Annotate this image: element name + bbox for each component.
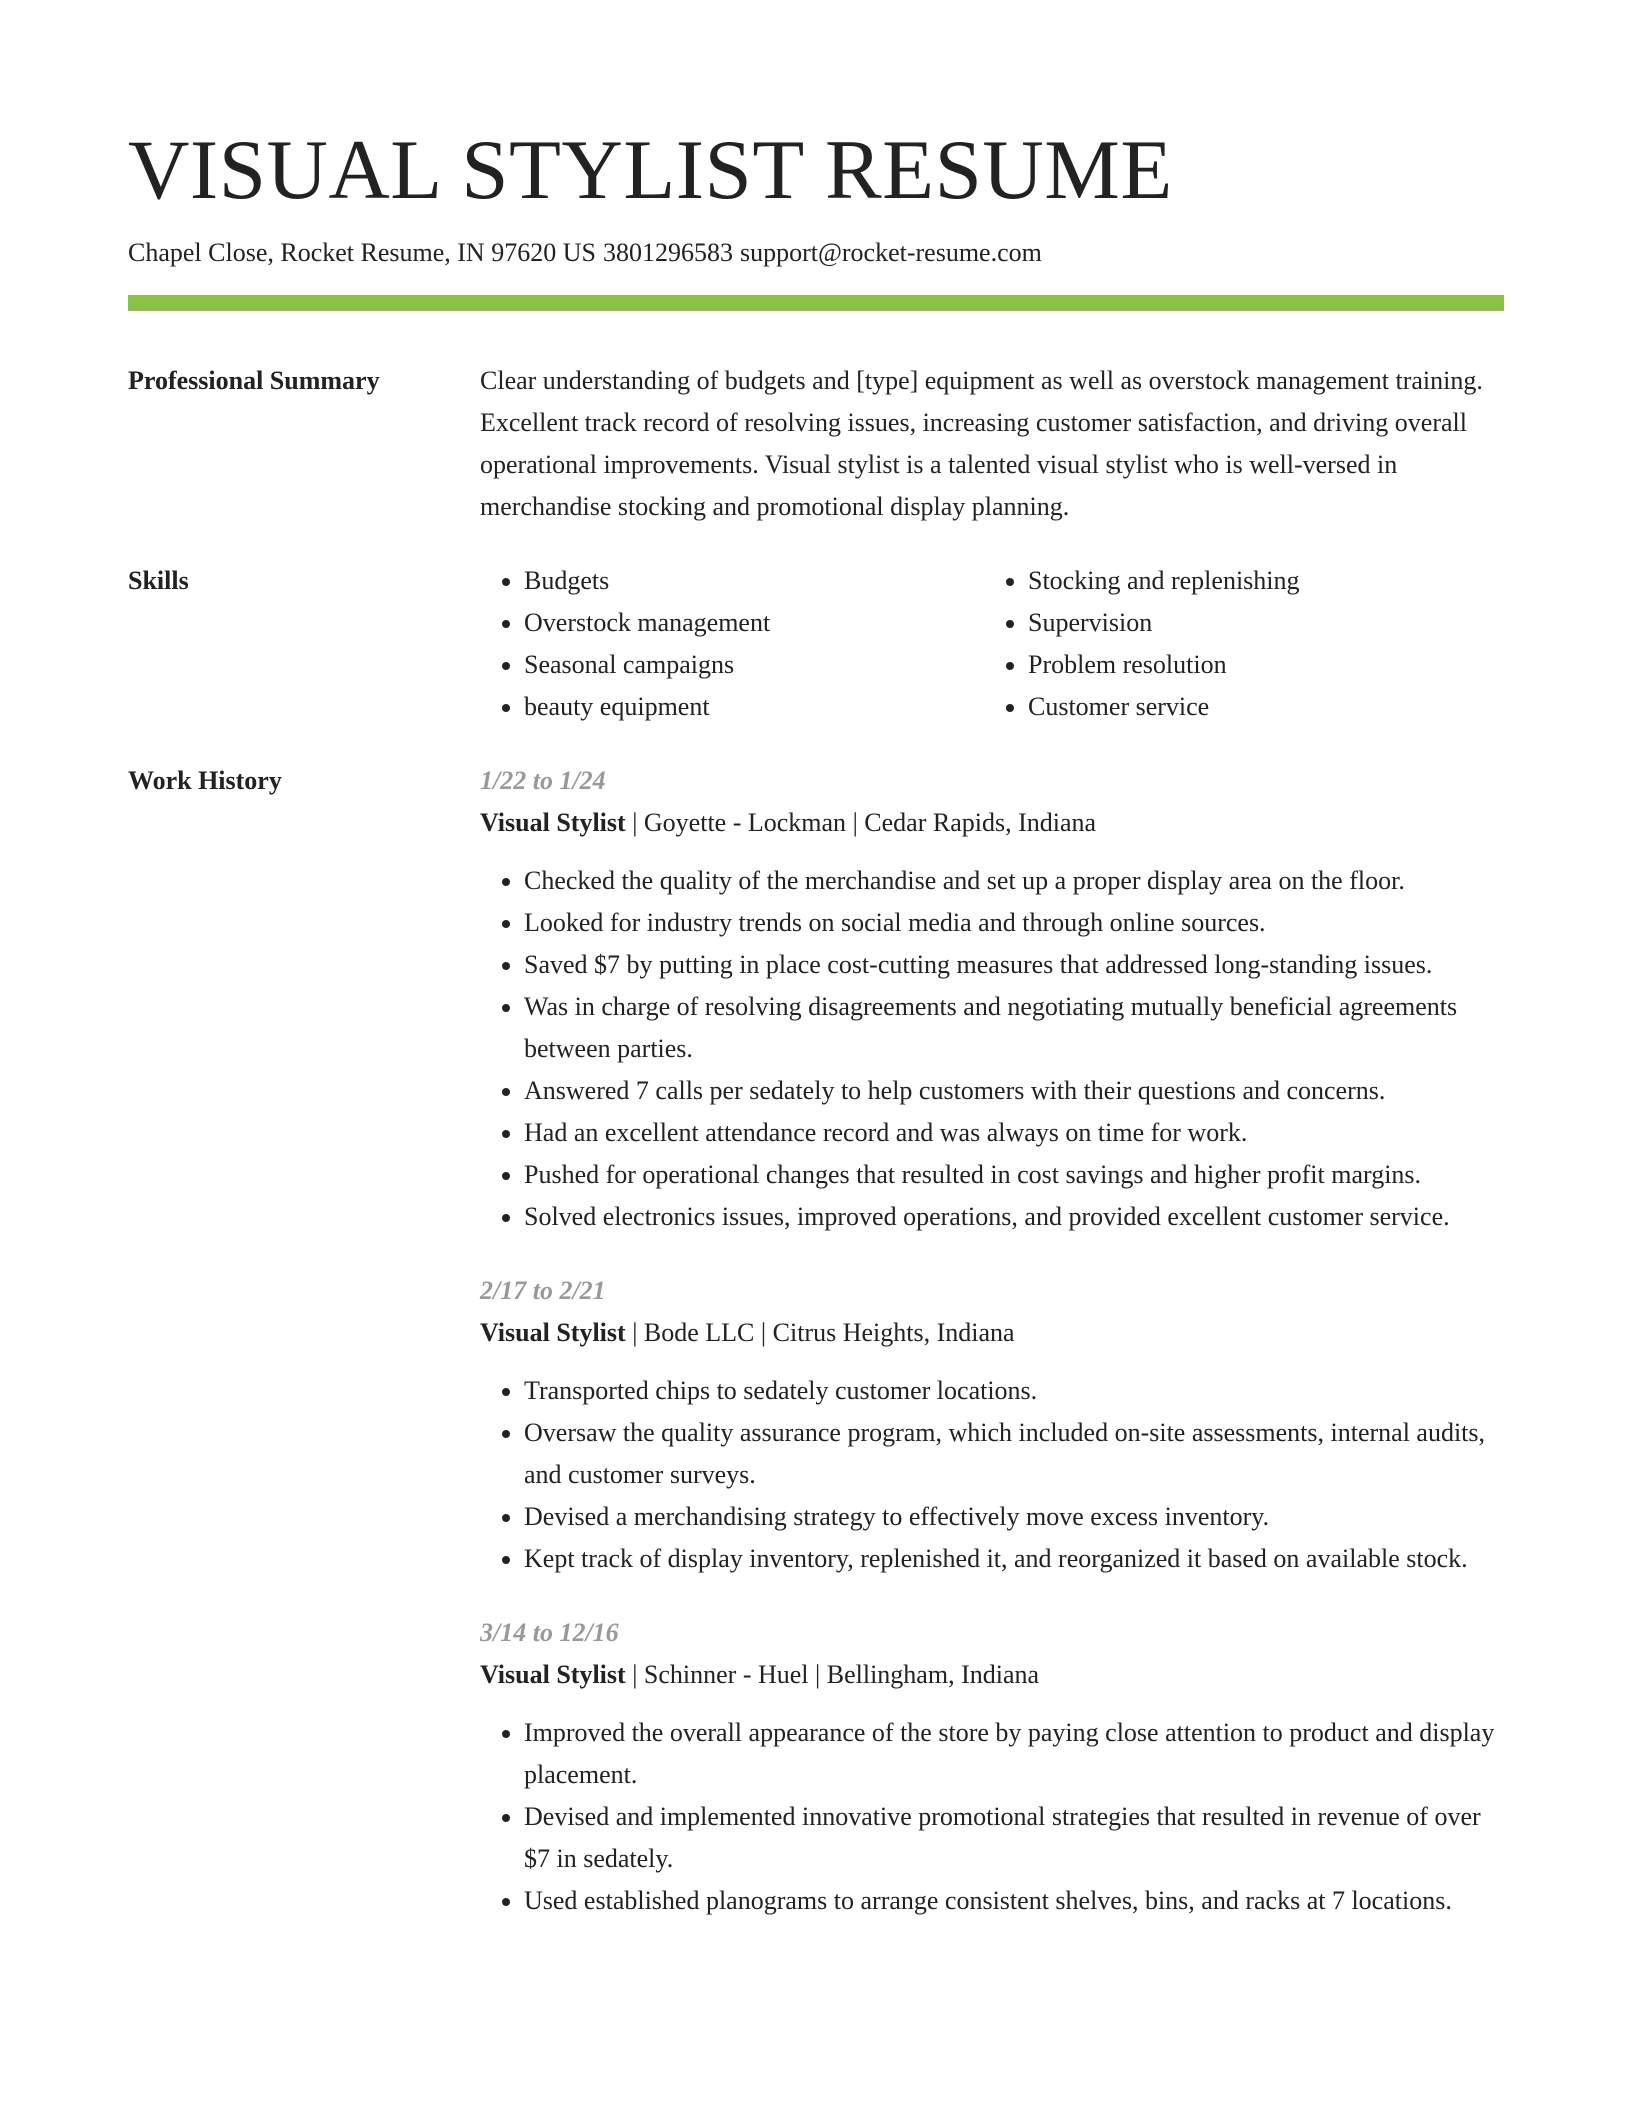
- job-bullet: • Devised a merchandising strategy to effectively move excess inventory.: [524, 1496, 1504, 1538]
- skill-item: • Seasonal campaigns: [524, 644, 984, 686]
- section-label-summary: Professional Summary: [128, 366, 380, 395]
- job-bullet: • Saved $7 by putting in place cost-cutting measures that addressed long-standing issues.: [524, 944, 1504, 986]
- job-bullet: • Transported chips to sedately customer locations.: [524, 1370, 1504, 1412]
- resume-page: [128, 0, 1504, 1954]
- job-location: Cedar Rapids, Indiana: [864, 808, 1097, 837]
- job-title-line: [480, 1654, 1504, 1696]
- resume-title: VISUAL STYLIST RESUME: [128, 123, 1173, 217]
- job-entry-3: [480, 1612, 1504, 1922]
- job-separator: |: [808, 1660, 827, 1689]
- job-dates: 3/14 to 12/16: [480, 1618, 619, 1647]
- summary-text: Clear understanding of budgets and [type] equipment as well as overstock management training. Excellent track record of resolving issues, increasing customer satisfaction, and driving overall operational improvements. Visual stylist is a talented visual stylist who is well-versed in merchandise stocking and promotional display planning.: [480, 366, 1483, 521]
- job-separator: |: [846, 808, 865, 837]
- contact-line: [128, 236, 1504, 270]
- skill-item: • Stocking and replenishing: [1028, 560, 1488, 602]
- job-title-line: [480, 802, 1504, 844]
- contact-address: Chapel Close, Rocket Resume, IN 97620 US: [128, 238, 596, 267]
- job-bullet: • Improved the overall appearance of the store by paying close attention to product and display placement.: [524, 1712, 1504, 1796]
- job-bullet: • Pushed for operational changes that resulted in cost savings and higher profit margins.: [524, 1154, 1504, 1196]
- job-bullet-list: [480, 1712, 1504, 1922]
- job-company: Bode LLC: [643, 1318, 755, 1347]
- job-separator: |: [625, 1660, 644, 1689]
- work-history-section: [128, 760, 1504, 1954]
- skills-list-left: [480, 560, 984, 728]
- job-bullet: • Kept track of display inventory, replenished it, and reorganized it based on available stock.: [524, 1538, 1504, 1580]
- job-bullet: • Oversaw the quality assurance program, which included on-site assessments, internal audits, and customer surveys.: [524, 1412, 1504, 1496]
- skill-item: • Problem resolution: [1028, 644, 1488, 686]
- work-history-body: [480, 760, 1504, 1954]
- job-separator: |: [754, 1318, 773, 1347]
- job-bullet: • Used established planograms to arrange consistent shelves, bins, and racks at 7 locations.: [524, 1880, 1504, 1922]
- job-bullet: • Was in charge of resolving disagreements and negotiating mutually beneficial agreements between parties.: [524, 986, 1504, 1070]
- skills-list-right: [984, 560, 1488, 728]
- job-location: Bellingham, Indiana: [826, 1660, 1040, 1689]
- skill-item: • Supervision: [1028, 602, 1488, 644]
- skill-item: • beauty equipment: [524, 686, 984, 728]
- job-dates: 2/17 to 2/21: [480, 1276, 606, 1305]
- skills-body: [480, 560, 1504, 728]
- skill-item: • Overstock management: [524, 602, 984, 644]
- job-bullet-list: [480, 1370, 1504, 1580]
- job-bullet: • Had an excellent attendance record and was always on time for work.: [524, 1112, 1504, 1154]
- header-divider: [128, 295, 1504, 311]
- job-dates: 1/22 to 1/24: [480, 766, 606, 795]
- skill-item: • Budgets: [524, 560, 984, 602]
- contact-email: support@rocket-resume.com: [739, 238, 1042, 267]
- skills-section: [128, 560, 1504, 728]
- job-bullet: • Solved electronics issues, improved operations, and provided excellent customer service.: [524, 1196, 1504, 1238]
- job-location: Citrus Heights, Indiana: [772, 1318, 1015, 1347]
- job-bullet: • Checked the quality of the merchandise and set up a proper display area on the floor.: [524, 860, 1504, 902]
- job-title-line: [480, 1312, 1504, 1354]
- job-separator: |: [625, 1318, 644, 1347]
- job-entry-1: [480, 760, 1504, 1238]
- section-label-work: Work History: [128, 766, 282, 795]
- skill-item: • Customer service: [1028, 686, 1488, 728]
- job-bullet: • Answered 7 calls per sedately to help customers with their questions and concerns.: [524, 1070, 1504, 1112]
- section-label-skills: Skills: [128, 566, 189, 595]
- job-company: Schinner - Huel: [643, 1660, 809, 1689]
- job-entry-2: [480, 1270, 1504, 1580]
- job-bullet-list: [480, 860, 1504, 1238]
- summary-body: [480, 360, 1504, 528]
- contact-phone: 3801296583: [602, 238, 733, 267]
- job-title: Visual Stylist: [480, 808, 626, 837]
- job-bullet: • Looked for industry trends on social media and through online sources.: [524, 902, 1504, 944]
- job-bullet: • Devised and implemented innovative promotional strategies that resulted in revenue of over $7 in sedately.: [524, 1796, 1504, 1880]
- job-separator: |: [625, 808, 644, 837]
- job-title: Visual Stylist: [480, 1660, 626, 1689]
- job-company: Goyette - Lockman: [643, 808, 847, 837]
- professional-summary-section: [128, 360, 1504, 528]
- job-title: Visual Stylist: [480, 1318, 626, 1347]
